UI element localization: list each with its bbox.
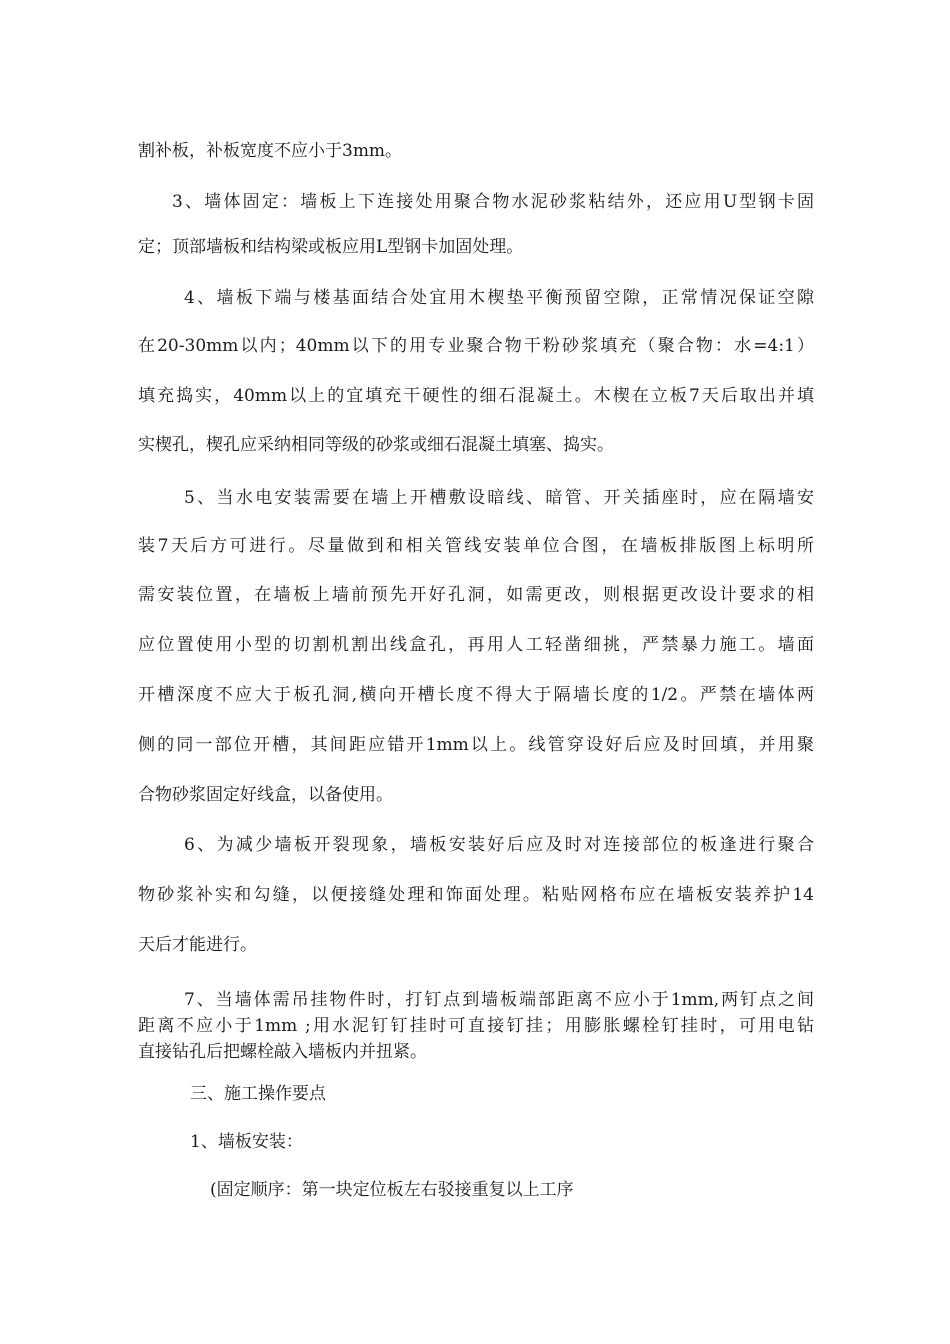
paragraph-line: 直接钻孔后把螺栓敲入墙板内并扭紧。	[138, 1042, 427, 1062]
paragraph-line: 3、墙体固定：墙板上下连接处用聚合物水泥砂浆粘结外，还应用U型钢卡固	[172, 192, 814, 212]
paragraph-line: 5、当水电安装需要在墙上开槽敷设暗线、暗管、开关插座时，应在隔墙安	[184, 488, 814, 508]
paragraph-line: 填充捣实，40mm以上的宜填充干硬性的细石混凝土。木楔在立板7天后取出并填	[138, 386, 814, 406]
paragraph-line: 距离不应小于1mm ;用水泥钉钉挂时可直接钉挂；用膨胀螺栓钉挂时，可用电钻	[138, 1016, 814, 1036]
paragraph-line: 合物砂浆固定好线盒，以备使用。	[138, 785, 393, 805]
section-heading: 三、施工操作要点	[190, 1084, 326, 1104]
subsection-heading: 1、墙板安装：	[190, 1132, 303, 1152]
paragraph-line: 定；顶部墙板和结构梁或板应用L型钢卡加固处理。	[138, 237, 524, 257]
paragraph-line: 6、为减少墙板开裂现象，墙板安装好后应及时对连接部位的板逢进行聚合	[184, 835, 814, 855]
paragraph-line: 在20-30mm以内；40mm以下的用专业聚合物干粉砂浆填充（聚合物：水=4:1）	[138, 336, 814, 356]
paragraph-line: 装7天后方可进行。尽量做到和相关管线安装单位合图，在墙板排版图上标明所	[138, 536, 814, 556]
paragraph-line: 天后才能进行。	[138, 935, 257, 955]
paragraph-line: (固定顺序：第一块定位板左右驳接重复以上工序	[210, 1180, 574, 1200]
paragraph-line: 割补板，补板宽度不应小于3mm。	[138, 141, 403, 161]
paragraph-line: 应位置使用小型的切割机割出线盒孔，再用人工轻凿细挑，严禁暴力施工。墙面	[138, 635, 814, 655]
paragraph-line: 实楔孔，楔孔应采纳相同等级的砂浆或细石混凝土填塞、捣实。	[138, 435, 614, 455]
paragraph-line: 7、当墙体需吊挂物件时，打钉点到墙板端部距离不应小于1mm,两钉点之间	[184, 990, 814, 1010]
paragraph-line: 4、墙板下端与楼基面结合处宜用木楔垫平衡预留空隙，正常情况保证空隙	[184, 288, 814, 308]
paragraph-line: 物砂浆补实和勾缝，以便接缝处理和饰面处理。粘贴网格布应在墙板安装养护14	[138, 885, 814, 905]
paragraph-line: 需安装位置，在墙板上墙前预先开好孔洞，如需更改，则根据更改设计要求的相	[138, 585, 814, 605]
paragraph-line: 侧的同一部位开槽，其间距应错开1mm以上。线管穿设好后应及时回填，并用聚	[138, 735, 814, 755]
paragraph-line: 开槽深度不应大于板孔洞,横向开槽长度不得大于隔墙长度的1/2。严禁在墙体两	[138, 685, 814, 705]
